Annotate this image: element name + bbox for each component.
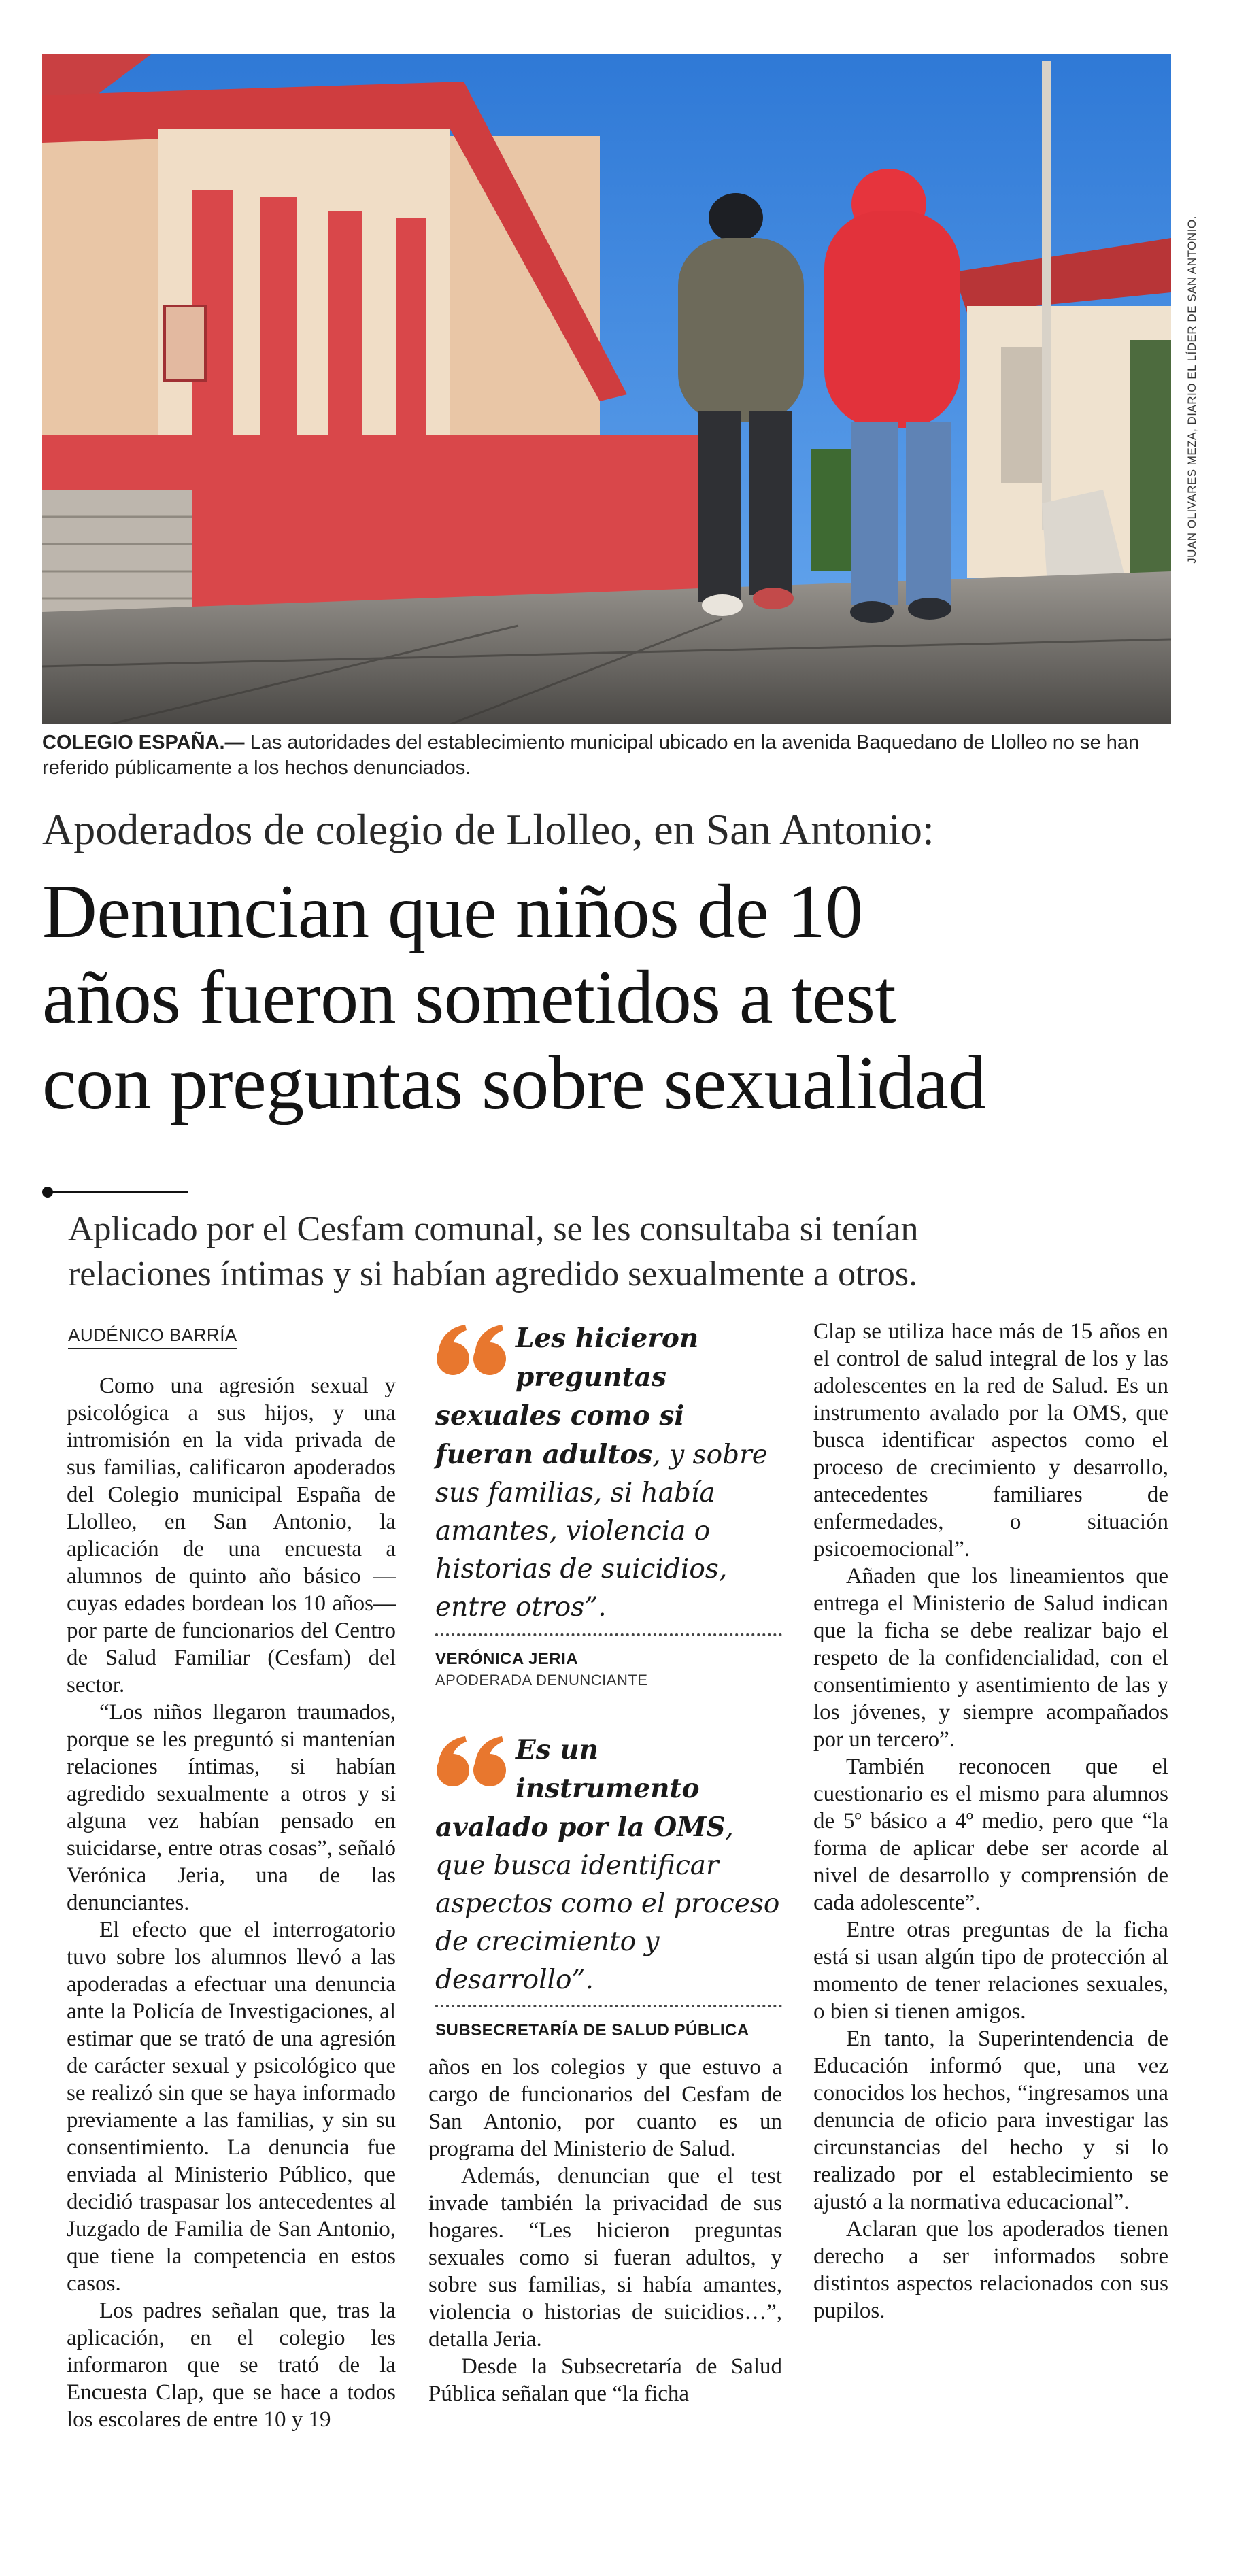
photo-credit-text: JUAN OLIVARES MEZA, DIARIO EL LÍDER DE SAN ANTONIO. (1185, 215, 1198, 564)
pull-quote-rest: , y sobre sus familias, si había amantes, violencia o historias de suicidios, entre otros”. (435, 1440, 768, 1623)
pull-quote-bold: Es un instrumento avalado por la OMS (435, 1734, 726, 1843)
subheadline (68, 1207, 1224, 1297)
photo-credit (1182, 54, 1202, 724)
body-paragraph: Entre otras preguntas de la ficha está si usan algún tipo de protección al momento de tener relaciones sexuales, o bien si tienen amigos. (813, 1918, 1168, 2024)
headline-line: Denuncian que niños de 10 (42, 870, 863, 954)
body-paragraph: Los padres señalan que, tras la aplicación, en el colegio les informaron que se trató de la Encuesta Clap, que se hace a todos los escolares de entre 10 y 19 (67, 2299, 396, 2432)
subheadline-line: relaciones íntimas y si habían agredido sexualmente a otros. (68, 1255, 918, 1293)
pull-quote-separator (435, 1633, 782, 1636)
pull-quote-source-role: APODERADA DENUNCIANTE (435, 1672, 648, 1689)
headline (42, 869, 1212, 1126)
byline: AUDÉNICO BARRÍA (68, 1325, 237, 1349)
pull-quote-bold: Les hicieron preguntas sexuales como si fueran adultos (435, 1323, 699, 1470)
body-paragraph: Además, denuncian que el test invade también la privacidad de sus hogares. “Les hicieron preguntas sexuales como si fueran adultos, y sobre sus familias, si había amantes, violencia o historias de suicidios…”, detalla Jeria. (428, 2164, 782, 2352)
body-column-3 (813, 1318, 1168, 2324)
divider-line (52, 1191, 188, 1193)
school-building-illustration (42, 54, 1171, 724)
pull-quote-source-name: SUBSECRETARÍA DE SALUD PÚBLICA (435, 2021, 749, 2039)
quote-mark-icon-svg (435, 1323, 510, 1376)
pull-quote-1 (435, 1319, 783, 1627)
quote-mark-icon-svg (435, 1735, 510, 1788)
body-paragraph: También reconocen que el cuestionario es el mismo para alumnos de 5º básico a 4º medio, pero que “la forma de aplicar debe ser acorde al nivel de desarrollo y comprensión de cada adolescente”. (813, 1755, 1168, 1915)
quote-mark-icon (435, 1323, 510, 1376)
body-paragraph: Desde la Subsecretaría de Salud Pública señalan que “la ficha (428, 2354, 782, 2406)
pull-quote-2 (435, 1731, 783, 1999)
body-column-2 (428, 2054, 782, 2407)
headline-line: años fueron sometidos a test (42, 955, 896, 1040)
body-paragraph: “Los niños llegaron traumados, porque se les preguntó si mantenían relaciones íntimas, si habían agredido sexualmente a otros y si alguna vez habían pensado en suicidarse, entre otras cosas”, señaló Verónica Jeria, una de las denunciantes. (67, 1700, 396, 1915)
body-paragraph: Como una agresión sexual y psicológica a sus hijos, y una intromisión en la vida privada de sus familias, calificaron apoderados del Colegio municipal España de Llolleo, en San Antonio, la aplicación de una encuesta a alumnos de quinto año básico —cuyas edades bordean los 10 años— por parte de funcionarios del Centro de Salud Familiar (Cesfam) del sector. (67, 1374, 396, 1697)
body-paragraph: Clap se utiliza hace más de 15 años en el control de salud integral de los y las adolescentes en la red de Salud. Es un instrumento avalado por la OMS, que busca identificar aspectos como el proceso de crecimiento y desarrollo, antecedentes familiares de enfermedades, o situación psicoemocional”. (813, 1319, 1168, 1561)
body-paragraph: años en los colegios y que estuvo a cargo de funcionarios del Cesfam de San Antonio, por cuanto es un programa del Ministerio de Salud. (428, 2055, 782, 2161)
photo-caption (42, 730, 1198, 781)
article-photo (42, 54, 1171, 724)
pull-quote-source-name: VERÓNICA JERIA (435, 1650, 579, 1668)
body-paragraph: En tanto, la Superintendencia de Educación informó que, una vez conocidos los hechos, “ingresamos una denuncia de oficio para investigar las circunstancias del hecho y si lo realizado por el establecimiento se ajustó a la normativa educacional”. (813, 2027, 1168, 2214)
pull-quote-separator (435, 2005, 782, 2007)
quote-mark-icon (435, 1735, 510, 1788)
kicker: Apoderados de colegio de Llolleo, en San Antonio: (42, 805, 934, 853)
body-paragraph: El efecto que el interrogatorio tuvo sobre los alumnos llevó a las apoderadas a efectuar una denuncia ante la Policía de Investigaciones, al estimar que se trató de una agresión de carácter sexual y psicológico que se realizó sin que se haya informado previamente a las familias, y sin su consentimiento. La denuncia fue enviada al Ministerio Público, que decidió traspasar los antecedentes al Juzgado de Familia de San Antonio, que tiene la competencia en estos casos. (67, 1918, 396, 2296)
caption-lead: COLEGIO ESPAÑA.— (42, 732, 245, 753)
body-column-1 (67, 1372, 396, 2433)
headline-line: con preguntas sobre sexualidad (42, 1041, 986, 1125)
pull-quote-rest: , que busca identificar aspectos como el proceso de crecimiento y desarrollo”. (435, 1812, 780, 1995)
body-paragraph: Aclaran que los apoderados tienen derecho a ser informados sobre distintos aspectos relacionados con sus pupilos. (813, 2217, 1168, 2323)
caption-text: Las autoridades del establecimiento municipal ubicado en la avenida Baquedano de Llolleo no se han referido públicamente a los hechos denunciados. (42, 732, 1140, 779)
body-paragraph: Añaden que los lineamientos que entrega el Ministerio de Salud indican que la ficha se debe realizar bajo el respeto de la confidencialidad, con el consentimiento y asentimiento de las y los jóvenes, y siempre acompañados por un tercero”. (813, 1564, 1168, 1752)
subheadline-line: Aplicado por el Cesfam comunal, se les consultaba si tenían (68, 1210, 919, 1249)
